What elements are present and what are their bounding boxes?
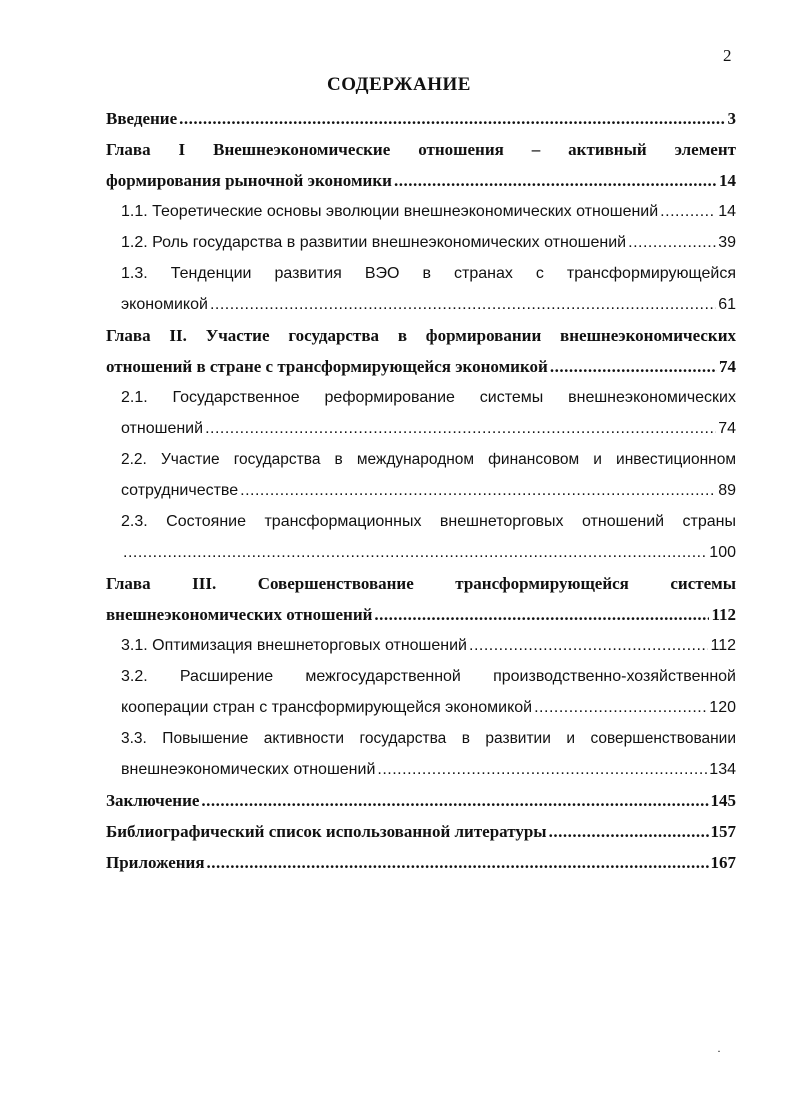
table-of-contents	[106, 103, 736, 878]
toc-entry-section-2-1[interactable]	[106, 382, 736, 444]
toc-page-number: 145	[710, 791, 736, 810]
toc-page-number: 14	[718, 203, 736, 220]
toc-entry-label-line1: 3.3. Повышение активности государства в развитии и совершенствовании	[121, 730, 736, 747]
toc-entry-label-line1: 2.2. Участие государства в международном финансовом и инвестиционном	[121, 451, 736, 468]
toc-page-number: 89	[718, 482, 736, 499]
toc-entry-section-3-3[interactable]	[106, 723, 736, 785]
toc-page-number: 134	[709, 761, 736, 778]
toc-entry-chapter-3[interactable]	[106, 568, 736, 630]
toc-entry-label-line2: отношений в стране с трансформирующейся экономикой	[106, 357, 548, 376]
toc-entry-section-3-2[interactable]	[106, 661, 736, 723]
toc-entry-label-line1: 2.3. Состояние трансформационных внешнеторговых отношений страны	[121, 513, 736, 530]
toc-entry-section-1-3[interactable]	[106, 258, 736, 320]
toc-entry-label-line2: внешнеэкономических отношений	[106, 605, 373, 624]
toc-entry-label-line1: Глава I Внешнеэкономические отношения – активный элемент	[106, 140, 736, 159]
toc-entry-label: 1.1. Теоретические основы эволюции внешнеэкономических отношений	[121, 203, 659, 220]
toc-entry-section-2-2[interactable]	[106, 444, 736, 506]
toc-entry-label: Заключение	[106, 791, 200, 810]
toc-page-number: 74	[719, 357, 736, 376]
toc-entry-chapter-1[interactable]	[106, 134, 736, 196]
toc-entry-label: Введение	[106, 109, 178, 128]
toc-page-number: 112	[711, 605, 736, 624]
page-title: СОДЕРЖАНИЕ	[327, 74, 471, 95]
dot-leader	[207, 847, 709, 878]
toc-entry-appendix[interactable]	[106, 847, 736, 878]
toc-page-number: 112	[710, 637, 736, 654]
dot-leader	[179, 103, 725, 134]
toc-entry-label-line2: отношений	[121, 420, 204, 437]
dot-leader	[469, 630, 708, 661]
toc-entry-label-line1: 2.1. Государственное реформирование системы внешнеэкономических	[121, 389, 736, 406]
page-number: 2	[723, 46, 732, 65]
dot-leader	[394, 165, 717, 196]
toc-entry-chapter-2[interactable]	[106, 320, 736, 382]
toc-entry-intro[interactable]	[106, 103, 736, 134]
toc-entry-label-line1: 1.3. Тенденции развития ВЭО в странах с трансформирующейся	[121, 265, 736, 282]
toc-page-number: 61	[718, 296, 736, 313]
toc-entry-label: Приложения	[106, 853, 205, 872]
toc-entry-label-line2: формирования рыночной экономики	[106, 171, 392, 190]
toc-entry-label: Библиографический список использованной литературы	[106, 822, 547, 841]
toc-page-number: 120	[709, 699, 736, 716]
toc-page-number: 14	[719, 171, 736, 190]
toc-entry-section-1-2[interactable]	[106, 227, 736, 258]
toc-entry-section-2-3[interactable]	[106, 506, 736, 568]
dot-leader	[201, 785, 708, 816]
toc-entry-label-line2: сотрудничестве	[121, 482, 239, 499]
toc-entry-section-1-1[interactable]	[106, 196, 736, 227]
dot-leader	[534, 692, 707, 723]
dot-leader	[240, 475, 716, 506]
toc-page-number: 74	[718, 420, 736, 437]
toc-entry-label-line1: Глава II. Участие государства в формировании внешнеэкономических	[106, 326, 736, 345]
scan-mark: ·	[717, 1044, 721, 1058]
toc-entry-label: 3.1. Оптимизация внешнеторговых отношений	[121, 637, 467, 654]
toc-entry-conclusion[interactable]	[106, 785, 736, 816]
toc-entry-label-line2: кооперации стран с трансформирующейся экономикой	[121, 699, 533, 716]
dot-leader	[210, 289, 716, 320]
toc-entry-label-line1: Глава III. Совершенствование трансформирующейся системы	[106, 574, 736, 593]
dot-leader	[377, 754, 707, 785]
toc-entry-label-line2: внешнеэкономических отношений	[121, 761, 376, 778]
toc-entry-section-3-1[interactable]	[106, 630, 736, 661]
dot-leader	[628, 227, 716, 258]
dot-leader	[374, 599, 709, 630]
toc-page-number: 100	[709, 544, 736, 561]
dot-leader	[205, 413, 716, 444]
toc-entry-label-line1: 3.2. Расширение межгосударственной производственно-хозяйственной	[121, 668, 736, 685]
dot-leader	[660, 196, 716, 227]
toc-page-number: 3	[727, 109, 736, 128]
toc-page-number: 167	[710, 853, 736, 872]
dot-leader	[550, 351, 717, 382]
toc-entry-label: 1.2. Роль государства в развитии внешнеэкономических отношений	[121, 234, 627, 251]
toc-page-number: 157	[710, 822, 736, 841]
toc-entry-label-line2: экономикой	[121, 296, 208, 313]
dot-leader	[123, 537, 707, 568]
toc-page-number: 39	[718, 234, 736, 251]
dot-leader	[549, 816, 709, 847]
toc-entry-bibliography[interactable]	[106, 816, 736, 847]
